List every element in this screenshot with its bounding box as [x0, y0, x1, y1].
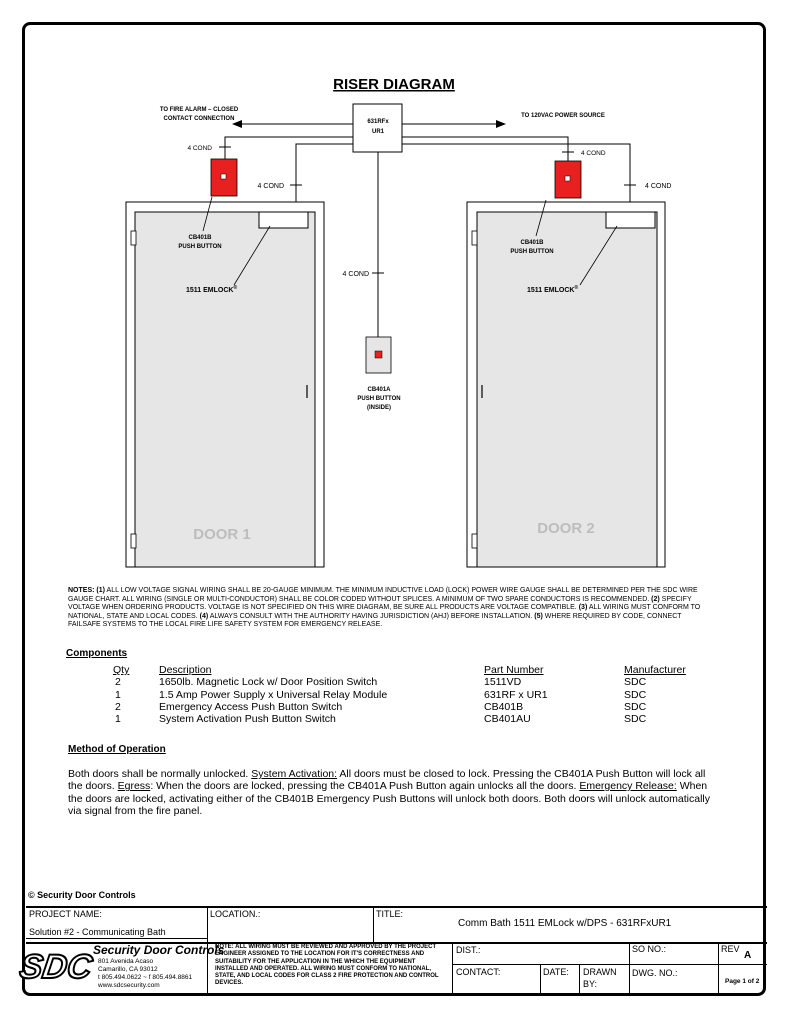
method-text-3: : When the doors are locked, pressing the CB401A Push Button again unlocks all the doors. [150, 780, 580, 793]
note-4: ALWAYS CONSULT WITH THE AUTHORITY HAVING JURISDICTION (AHJ) BEFORE INSTALLATION. [209, 612, 533, 620]
note-4-number: (4) [199, 612, 209, 620]
description-header: Description [159, 664, 212, 676]
controller-631rfx-ur1 [353, 104, 402, 152]
table-cell-description: 1650lb. Magnetic Lock w/ Door Position Switch [159, 676, 378, 689]
phone: t 805.494.0622 ~ f 805.494.8861 [98, 974, 193, 981]
page-number: Page 1 of 2 [725, 978, 760, 985]
drawing-title: Comm Bath 1511 EMLock w/DPS - 631RFxUR1 [458, 918, 672, 929]
cb401a-label-2: PUSH BUTTON [357, 396, 401, 402]
project-name-label: PROJECT NAME: [29, 909, 102, 919]
door-1-hinge-top [131, 231, 136, 245]
fire-alarm-label-1: TO FIRE ALARM – CLOSED [159, 107, 239, 113]
dist-label: DIST.: [456, 945, 481, 955]
diagram-title: RISER DIAGRAM [333, 76, 455, 93]
wire-to-right-pushbutton [402, 137, 568, 161]
rev-label: REV [721, 944, 740, 954]
cond-label-right-top: 4 COND [581, 150, 606, 157]
table-cell-description: System Activation Push Button Switch [159, 713, 336, 726]
table-cell-mfr: SDC [624, 688, 647, 701]
door-1-emlock-label: 1511 EMLOCK® [186, 285, 238, 294]
cb401a-push-button-actuator [375, 351, 382, 358]
method-system-activation: System Activation: [251, 768, 338, 780]
controller-label-1: 631RFx [367, 119, 389, 125]
table-cell-part: CB401AU [484, 713, 531, 726]
door-2 [467, 200, 665, 567]
table-cell-qty: 2 [115, 700, 121, 713]
location-label: LOCATION.: [210, 909, 261, 919]
copyright: © Security Door Controls [28, 890, 136, 900]
door-2-pushbutton-label-2: PUSH BUTTON [510, 249, 554, 255]
company-name: Security Door Controls [93, 943, 225, 957]
contact-label: CONTACT: [456, 967, 501, 977]
title-label: TITLE: [376, 909, 404, 919]
website: www.sdcsecurity.com [98, 982, 160, 989]
note-1-number: (1) [96, 587, 105, 594]
sdc-logo-text: SDC [17, 948, 95, 986]
part-number-header: Part Number [484, 664, 544, 676]
rev-value: A [744, 950, 752, 961]
door-2-label: DOOR 2 [537, 520, 595, 537]
method-text [68, 768, 718, 817]
controller-label-2: UR1 [371, 129, 385, 135]
components-heading: Components [66, 648, 128, 659]
table-cell-part: 631RF x UR1 [484, 688, 548, 701]
cb401b-push-button-left-actuator [221, 174, 226, 179]
cond-label-right-mid: 4 COND [645, 183, 672, 190]
method-heading: Method of Operation [68, 744, 166, 755]
table-cell-description: 1.5 Amp Power Supply x Universal Relay Module [159, 688, 388, 701]
method-text-4: When the doors are locked, activating either of the CB401B Emergency Push Buttons will unlock both doors. Both doors will unlock automatically via signal from the fire panel. [68, 780, 711, 817]
method-emergency-release: Emergency Release: [579, 780, 677, 793]
notes-label: NOTES: [68, 587, 95, 594]
fire-alarm-label-2: CONTACT CONNECTION [163, 116, 235, 122]
door-2-pushbutton-label-1: CB401B [520, 240, 544, 246]
cond-label-left-top: 4 COND [187, 145, 212, 152]
cb401b-push-button-right-actuator [565, 176, 570, 181]
cond-label-center: 4 COND [342, 271, 369, 278]
cond-label-left-mid: 4 COND [257, 183, 284, 190]
table-cell-part: CB401B [484, 700, 524, 713]
dwg-no-label: DWG. NO.: [632, 968, 678, 978]
table-cell-qty: 1 [115, 688, 121, 701]
door-1-label: DOOR 1 [193, 526, 251, 543]
note-1: ALL LOW VOLTAGE SIGNAL WIRING SHALL BE 20-GAUGE MINIMUM. THE MINIMUM INDUCTIVE LOAD (LOCK) POWER WIRE GAUGE SHALL BE DETERMINED PER THE SDC WIRE GAUGE CHART. ALL WIRING (SINGLE OR MULTI-CONDUCTOR) SHALL BE COLOR CODED WITHOUT SPLICES. A MINIMUM OF TWO SPARE CONDUCTORS IS RECOMMENDED. [68, 587, 698, 603]
date-label: DATE: [543, 967, 569, 977]
door-2-hinge-top [472, 231, 477, 245]
note-2: SPECIFY VOLTAGE WHEN ORDERING PRODUCTS. VOLTAGE IS NOT SPECIFIED ON THIS WIRE DIAGRAM, BE SURE ALL PRODUCTS ARE VOLTAGE COMPATIBLE. [68, 595, 692, 612]
door-1-panel [135, 212, 315, 567]
table-cell-part: 1511VD [484, 676, 522, 689]
note-5-number: (5) [534, 612, 543, 620]
so-no-label: SO NO.: [632, 944, 667, 954]
qty-header: Qty [113, 664, 130, 676]
door-2-emlock [606, 212, 655, 228]
engineering-note: NOTE: ALL WIRING MUST BE REVIEWED AND APPROVED BY THE PROJECT ENGINEER ASSIGNED TO THE LOCATION FOR IT'S CORRECTNESS AND SUITABILITY FOR THE APPLICATION IN THE WHICH THE EQUIPMENT INSTALLED AND OPERATED. ALL WIRING MUST CONFORM TO NATIONAL, STATE, AND LOCAL CODES FOR CLASS 2 FIRE PROTECTION AND CONTROL DEVICES. [215, 944, 439, 987]
note-2-number: (2) [651, 595, 660, 603]
note-3-number: (3) [578, 604, 588, 612]
wiring-notes [68, 587, 716, 630]
project-name: Solution #2 - Communicating Bath [29, 927, 166, 937]
table-cell-mfr: SDC [624, 700, 647, 713]
cb401a-label-3: (INSIDE) [367, 405, 391, 411]
cb401a-label-1: CB401A [367, 387, 391, 393]
door-1-pushbutton-label-2: PUSH BUTTON [178, 244, 222, 250]
table-cell-qty: 1 [115, 713, 121, 726]
wire-to-left-pushbutton [225, 137, 353, 159]
drawn-by-label-2: BY: [583, 979, 598, 989]
method-text-1: Both doors shall be normally unlocked. [68, 768, 252, 780]
table-cell-qty: 2 [115, 676, 121, 689]
door-1-emlock [259, 212, 308, 228]
door-1-hinge-bottom [131, 534, 136, 548]
note-5: WHERE REQUIRED BY CODE, CONNECT FAILSAFE SYSTEMS TO THE LOCAL FIRE LIFE SAFETY SYSTEM FOR EMERGENCY RELEASE. [68, 612, 682, 629]
address-line-1: 801 Avenida Acaso [98, 958, 154, 965]
manufacturer-header: Manufacturer [624, 664, 686, 676]
components-table [0, 664, 791, 726]
door-1 [126, 197, 324, 567]
door-1-pushbutton-label-1: CB401B [188, 235, 212, 241]
table-cell-mfr: SDC [624, 713, 647, 726]
table-cell-description: Emergency Access Push Button Switch [159, 700, 343, 713]
drawn-by-label-1: DRAWN [583, 967, 617, 977]
address-line-2: Camarillo, CA 93012 [98, 966, 158, 973]
sdc-logo [17, 945, 95, 986]
door-2-panel [477, 212, 657, 567]
title-block [17, 906, 767, 994]
method-egress: Egress [117, 780, 151, 793]
door-2-emlock-label: 1511 EMLOCK® [527, 285, 579, 294]
power-source-label: TO 120VAC POWER SOURCE [521, 113, 605, 119]
note-3: ALL WIRING MUST CONFORM TO NATIONAL, STATE AND LOCAL CODES. [68, 604, 701, 620]
table-cell-mfr: SDC [624, 676, 647, 689]
door-2-hinge-bottom [472, 534, 477, 548]
method-text-2: All doors must be closed to lock. Pressing the CB401A Push Button will lock all the doors. [68, 768, 706, 793]
